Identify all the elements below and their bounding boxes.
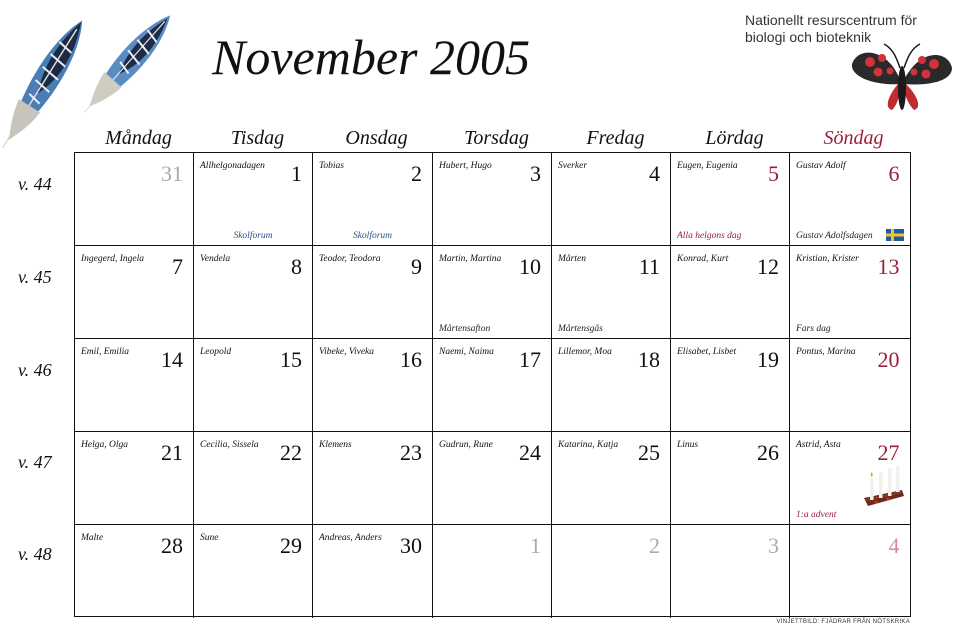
day-cell[interactable] <box>433 432 552 525</box>
day-cell[interactable] <box>552 246 671 339</box>
name-day-text: Tobias <box>319 161 344 171</box>
day-cell[interactable] <box>75 432 194 525</box>
name-day-text: Sune <box>200 533 219 543</box>
day-number: 10 <box>519 254 541 279</box>
day-number: 7 <box>172 254 183 279</box>
day-number: 3 <box>530 161 541 186</box>
name-day-text: Naemi, Naima <box>439 347 494 357</box>
day-number: 12 <box>757 254 779 279</box>
organization-line-1: Nationellt resurscentrum för <box>745 12 917 28</box>
day-cell[interactable] <box>433 525 552 618</box>
day-note: Skolforum <box>352 231 393 241</box>
name-day-text: Martin, Martina <box>439 254 502 264</box>
day-number: 8 <box>291 254 302 279</box>
day-cell[interactable] <box>671 525 790 618</box>
calendar-grid <box>74 152 911 617</box>
day-cell[interactable] <box>194 246 313 339</box>
weekday-thursday: Torsdag <box>464 127 529 149</box>
day-cell[interactable] <box>75 525 194 618</box>
day-number: 15 <box>280 347 302 372</box>
day-cell[interactable] <box>671 153 790 246</box>
day-number: 17 <box>519 347 541 372</box>
day-cell[interactable] <box>313 339 433 432</box>
day-number: 5 <box>768 161 779 186</box>
day-note: Gustav Adolfsdagen <box>796 231 873 241</box>
name-day-text: Vendela <box>200 254 231 264</box>
day-cell[interactable] <box>671 339 790 432</box>
name-day-text: Eugen, Eugenia <box>677 161 738 171</box>
day-cell[interactable] <box>194 432 313 525</box>
name-day-text: Kristian, Krister <box>796 254 859 264</box>
day-number: 11 <box>638 254 660 279</box>
day-cell[interactable] <box>552 153 671 246</box>
day-cell[interactable] <box>313 246 433 339</box>
name-day-text: Cecilia, Sissela <box>200 440 259 450</box>
day-number: 9 <box>411 254 422 279</box>
day-note: 1:a advent <box>796 510 837 520</box>
name-day-text: Leopold <box>200 347 232 357</box>
day-number: 26 <box>757 440 779 465</box>
weekday-saturday: Lördag <box>705 127 764 149</box>
day-number: 22 <box>280 440 302 465</box>
name-day-text: Lillemor, Moa <box>558 347 612 357</box>
day-cell[interactable] <box>552 432 671 525</box>
advent-candles-icon <box>862 464 906 508</box>
day-note: Skolforum <box>233 231 273 241</box>
weekday-wednesday: Onsdag <box>345 127 408 149</box>
day-note: Fars dag <box>796 324 831 334</box>
day-number: 2 <box>649 533 660 558</box>
name-day-text: Klemens <box>319 440 352 450</box>
day-number: 25 <box>638 440 660 465</box>
name-day-text: Sverker <box>558 161 588 171</box>
day-number: 14 <box>161 347 183 372</box>
day-number: 30 <box>400 533 422 558</box>
name-day-text: Katarina, Katja <box>558 440 619 450</box>
name-day-text: Allhelgonadagen <box>200 161 265 171</box>
name-day-text: Hubert, Hugo <box>439 161 492 171</box>
name-day-text: Andreas, Anders <box>319 533 382 543</box>
page-title: November 2005 <box>212 29 530 85</box>
day-number: 20 <box>877 347 900 372</box>
day-cell[interactable] <box>433 339 552 432</box>
name-day-text: Elisabet, Lisbet <box>677 347 737 357</box>
day-cell[interactable] <box>433 153 552 246</box>
swedish-flag-icon <box>886 229 904 241</box>
day-cell[interactable] <box>671 246 790 339</box>
day-number: 18 <box>638 347 660 372</box>
weekday-tuesday: Tisdag <box>230 127 285 149</box>
day-cell[interactable] <box>313 153 433 246</box>
name-day-text: Konrad, Kurt <box>677 254 729 264</box>
day-number: 16 <box>400 347 422 372</box>
name-day-text: Pontus, Marina <box>796 347 856 357</box>
name-day-text: Astrid, Asta <box>796 440 841 450</box>
day-cell[interactable] <box>194 339 313 432</box>
name-day-text: Helga, Olga <box>81 440 128 450</box>
name-day-text: Ingegerd, Ingela <box>81 254 144 264</box>
day-number: 19 <box>757 347 779 372</box>
day-cell[interactable] <box>552 339 671 432</box>
day-note: Alla helgons dag <box>677 231 742 241</box>
day-note: Mårtensafton <box>439 324 491 334</box>
day-number: 13 <box>877 254 900 279</box>
day-cell[interactable] <box>313 525 433 618</box>
day-number: 4 <box>888 533 900 558</box>
day-number: 2 <box>411 161 422 186</box>
day-number: 4 <box>649 161 660 186</box>
name-day-text: Vibeke, Viveka <box>319 347 375 357</box>
day-cell[interactable] <box>75 153 194 246</box>
day-cell[interactable] <box>433 246 552 339</box>
day-cell[interactable] <box>552 525 671 618</box>
day-number: 1 <box>291 161 302 186</box>
name-day-text: Gudrun, Rune <box>439 440 493 450</box>
moth-image <box>848 38 956 118</box>
day-number: 3 <box>768 533 779 558</box>
day-cell[interactable] <box>790 153 910 246</box>
day-cell[interactable] <box>194 153 313 246</box>
day-number: 6 <box>888 161 900 186</box>
day-number: 29 <box>280 533 302 558</box>
day-cell[interactable] <box>671 432 790 525</box>
day-cell[interactable] <box>790 432 910 525</box>
day-cell[interactable] <box>75 339 194 432</box>
week-label: v. 47 <box>18 452 52 472</box>
name-day-text: Mårten <box>558 254 586 264</box>
weekday-friday: Fredag <box>586 127 645 149</box>
day-number: 28 <box>161 533 183 558</box>
day-cell[interactable] <box>790 525 910 618</box>
week-label: v. 46 <box>18 360 52 380</box>
day-cell[interactable] <box>194 525 313 618</box>
day-cell[interactable] <box>313 432 433 525</box>
organization-line-2: biologi och bioteknik <box>745 29 872 45</box>
day-number: 27 <box>877 440 900 465</box>
name-day-text: Malte <box>81 533 104 543</box>
day-number: 21 <box>161 440 183 465</box>
day-cell[interactable] <box>790 246 910 339</box>
day-note: Mårtensgås <box>558 324 603 334</box>
weekday-monday: Måndag <box>105 127 172 149</box>
day-cell[interactable] <box>75 246 194 339</box>
day-number: 1 <box>530 533 541 558</box>
day-number: 23 <box>400 440 422 465</box>
name-day-text: Gustav Adolf <box>796 161 846 171</box>
week-label: v. 44 <box>18 174 52 194</box>
day-cell[interactable] <box>790 339 910 432</box>
day-number: 31 <box>161 161 183 186</box>
name-day-text: Teodor, Teodora <box>319 254 381 264</box>
weekday-sunday: Söndag <box>823 127 884 149</box>
week-label: v. 48 <box>18 544 52 564</box>
name-day-text: Emil, Emilia <box>81 347 130 357</box>
week-label: v. 45 <box>18 267 52 287</box>
image-credit: VINJETTBILD: FJÄDRAR FRÅN NÖTSKRIKA <box>776 619 910 625</box>
name-day-text: Linus <box>677 440 699 450</box>
day-number: 24 <box>519 440 541 465</box>
